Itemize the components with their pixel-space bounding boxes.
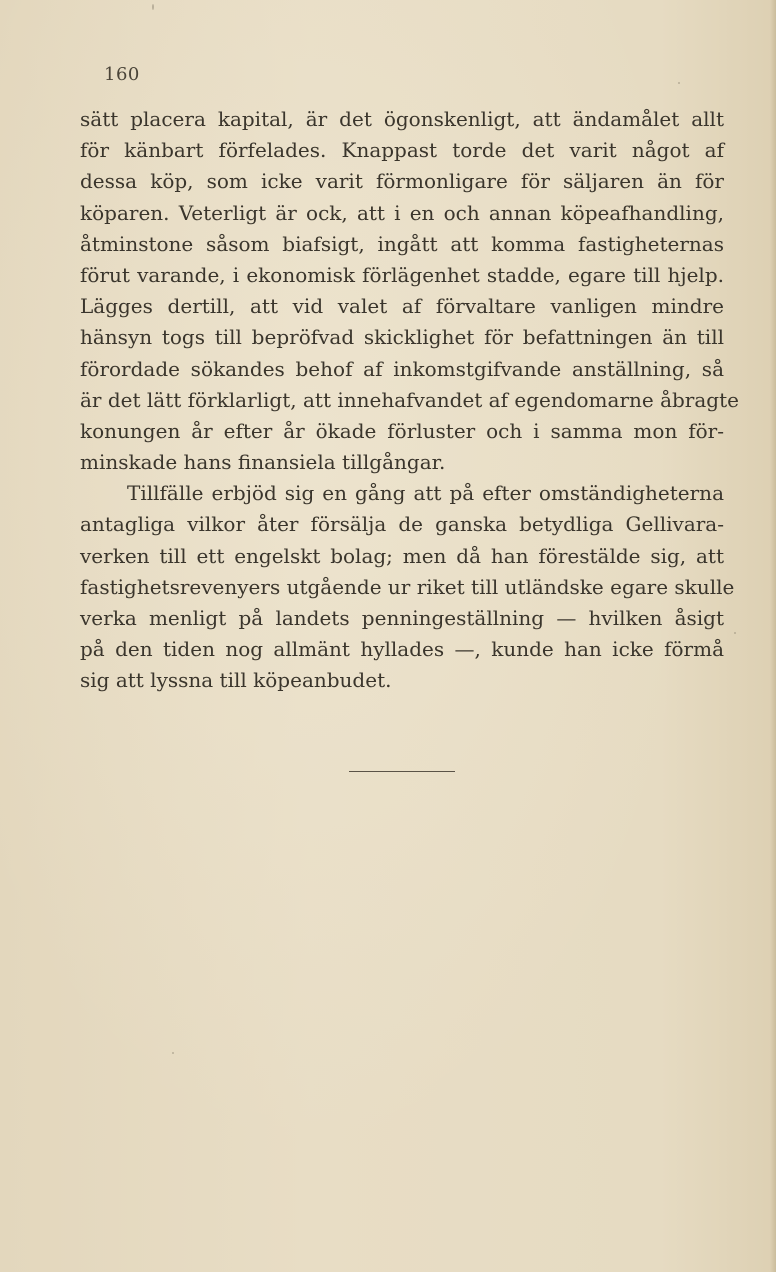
paper-speck [172,1052,174,1054]
text-line: dessa köp, som icke varit förmonligare för säljaren än för [80,169,724,194]
text-line: fastighetsrevenyers utgående ur riket till utländske egare skulle [80,574,735,599]
text-line: Lägges dertill, att vid valet af förvaltare vanligen mindre [80,294,724,319]
paper-speck [678,82,680,84]
text-line: sätt placera kapital, är det ögonskenligt, att ändamålet allt [80,107,724,131]
text-line: hänsyn togs till bepröfvad skicklighet för befattningen än till [80,325,724,350]
text-line: sig att lyssna till köpeanbudet. [80,668,392,693]
text-line: verken till ett engelskt bolag; men då han förestälde sig, att [80,543,724,568]
body-text [80,104,739,697]
text-line: Tillfälle erbjöd sig en gång att på efter omständigheterna [127,481,724,506]
page-number: 160 [104,64,140,85]
section-divider [349,771,455,772]
text-line: minskade hans finansiela tillgångar. [80,450,446,475]
text-line: verka menligt på landets penningeställning — hvilken åsigt [80,606,724,630]
text-line: för känbart förfelades. Knappast torde det varit något af [80,138,724,163]
paper-speck [734,632,736,634]
text-line: förut varande, i ekonomisk förlägenhet stadde, egare till hjelp. [80,262,724,287]
text-line: på den tiden nog allmänt hyllades —, kunde han icke förmå [80,637,724,662]
text-line: åtminstone såsom biafsigt, ingått att komma fastigheternas [80,231,724,256]
text-line: antagliga vilkor åter försälja de ganska betydliga Gellivara- [80,512,724,537]
text-line: är det lätt förklarligt, att innehafvandet af egendomarne åbragte [80,387,739,412]
text-line: köparen. Veterligt är ock, att i en och annan köpeafhandling, [80,200,724,225]
paragraph-2 [80,478,735,696]
text-line: förordade sökandes behof af inkomstgifvande anställning, så [80,356,724,381]
text-line: konungen år efter år ökade förluster och i samma mon för- [80,418,724,443]
paragraph-1 [80,104,739,478]
paper-speck [152,4,154,10]
page-edge-shadow [770,0,776,1272]
